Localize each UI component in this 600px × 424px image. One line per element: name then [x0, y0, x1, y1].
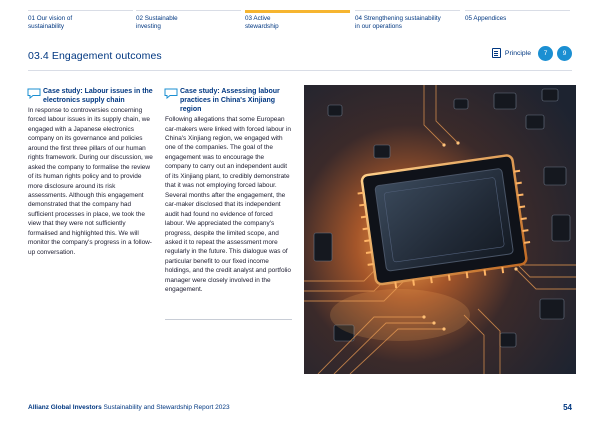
speech-bubble-icon [164, 88, 178, 99]
nav-item-vision[interactable]: 01 Our vision of sustainability [28, 10, 133, 38]
nav-item-active-stewardship[interactable]: 03 Active stewardship [245, 10, 350, 38]
principle-badge-9[interactable]: 9 [557, 46, 572, 61]
footer [28, 404, 230, 411]
page-title: 03.4 Engagement outcomes [28, 50, 162, 62]
speech-bubble-icon [27, 88, 41, 99]
page-number: 54 [563, 403, 572, 412]
nav-item-operations[interactable]: 04 Strengthening sustainability in our operations [355, 10, 460, 38]
principle-badge-7[interactable]: 7 [538, 46, 553, 61]
nav-item-appendices[interactable]: 05 Appendices [465, 10, 570, 38]
footer-report-title: Sustainability and Stewardship Report 2023 [103, 404, 230, 411]
top-navigation [28, 10, 572, 38]
footer-brand: Allianz Global Investors [28, 404, 102, 411]
circuit-board-image [304, 85, 576, 374]
circuit-board-illustration [304, 85, 576, 374]
case-study-labour-electronics [28, 87, 154, 257]
case-study-xinjiang [165, 87, 292, 320]
case-study-body: In response to controversies concerning forced labour issues in its supply chain, we engaged with a Japanese electronics company on its governance and policies around the first three pillars of our human rights framework. During our discussion, we asked the company to formalise the review of its human rights policy and to provide more disclosure around its risk assessments. Although this engagement demonstrated that the company had sufficient processes in place, we took the view that they were not sufficiently formalised and highlighted this. We will monitor the company's progress in a follow-up conversation. [28, 106, 153, 256]
principle-indicator [492, 45, 572, 61]
case-study-heading: Case study: Labour issues in the electronics supply chain [28, 87, 154, 105]
nav-item-sustainable-investing[interactable]: 02 Sustainable investing [136, 10, 241, 38]
principle-label: Principle [504, 49, 531, 57]
title-divider [28, 70, 572, 71]
document-icon [492, 48, 501, 58]
case-study-heading: Case study: Assessing labour practices in China's Xinjiang region [165, 87, 292, 115]
case-study-body: Following allegations that some European car-makers were linked with forced labour in China's Xinjiang region, we engaged with one of the companies. The goal of the engagement was to encourage the company to carry out an independent audit of its Xinjiang plant, to credibly demonstrate that it was not employing forced labour. Several months after the engagement, the car-maker disclosed that its independent audit had found no evidence of forced labour. We appreciated the company's progress, despite the limited scope, and asked it to repeat the assessment more regularly in the future. This dialogue was of particular benefit to our fixed income holdings, and the credit analyst and portfolio manager were closely involved in the engagement. [165, 116, 291, 294]
